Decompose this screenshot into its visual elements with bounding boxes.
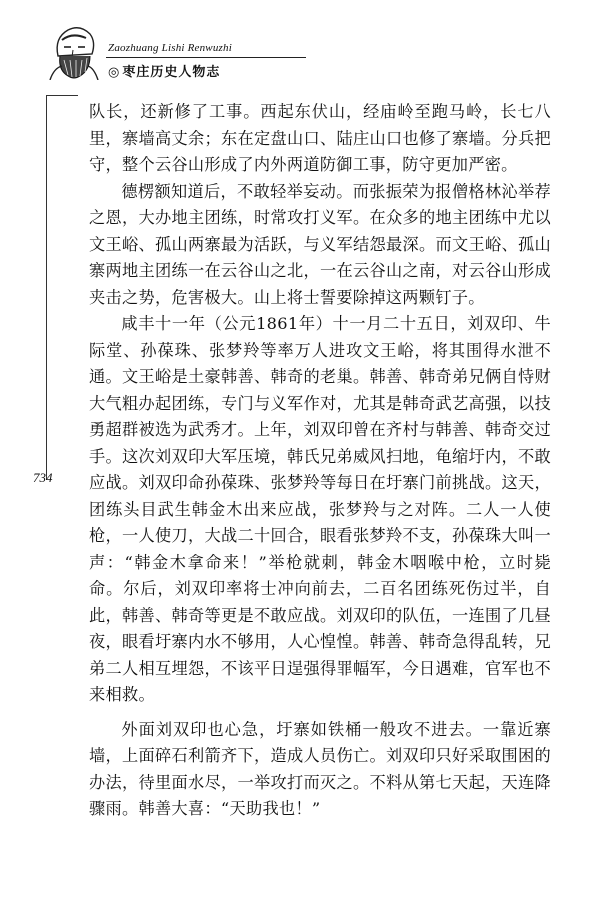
header-title-pinyin: Zaozhuang Lishi Renwuzhi (108, 42, 232, 54)
header-rule (106, 57, 306, 58)
body-text (89, 99, 551, 823)
margin-rule (46, 95, 47, 480)
paragraph: 外面刘双印也心急，圩寨如铁桶一般攻不进去。一靠近寨墙，上面碎石利箭齐下，造成人员伤亡。刘双印只好采取围困的办法，待里面水尽，一举攻打而灭之。不料从第七天起，天连降骤雨。韩善大喜：“天助我也！” (89, 719, 551, 818)
header-title-text: 枣庄历史人物志 (122, 65, 221, 80)
paragraph: 德楞额知道后，不敢轻举妄动。而张振荣为报僧格林沁举荐之恩，大办地主团练，时常攻打义军。在众多的地主团练中尤以文王峪、孤山两寨最为活跃，与义军结怨最深。而文王峪、孤山寨两地主团练一在云谷山之北，一在云谷山之南，对云谷山形成夹击之势，危害极大。山上将士誓要除掉这两颗钉子。 (89, 181, 551, 307)
paragraph: 咸丰十一年（公元1861年）十一月二十五日，刘双印、牛际堂、孙葆珠、张梦羚等率万人进攻文王峪，将其围得水泄不通。文王峪是土豪韩善、韩奇的老巢。韩善、韩奇弟兄俩自恃财大气粗办起团练，专门与义军作对，尤其是韩奇武艺高强，以技勇超群被选为武秀才。上年，刘双印曾在齐村与韩善、韩奇交过手。这次刘双印大军压境，韩氏兄弟威风扫地，龟缩圩内，不敢应战。刘双印命孙葆珠、张梦羚等每日在圩寨门前挑战。这天，团练头目武生韩金木出来应战，张梦羚与之对阵。二人一人使枪，一人使刀，大战二十回合，眼看张梦羚不支，孙葆珠大叫一声：“韩金木拿命来！”举枪就刺，韩金木咽喉中枪，立时毙命。尔后，刘双印率将士冲向前去，二百名团练死伤过半，自此，韩善、韩奇等更是不敢应战。刘双印的队伍，一连围了几昼夜，眼看圩寨内水不够用，人心惶惶。韩善、韩奇急得乱转，兄弟二人相互埋怨，不该平日逞强得罪幅军，今日遇难，官军也不来相救。 (89, 314, 551, 704)
running-header (44, 20, 294, 82)
margin-rule-top (46, 95, 78, 96)
page-number: 734 (33, 470, 53, 485)
portrait-illustration (44, 20, 104, 80)
circle-mark-icon: ◎ (108, 65, 121, 80)
paragraph: 队长，还新修了工事。西起东伏山，经庙岭至跑马岭，长七八里，寨墙高丈余；东在定盘山口、陆庄山口也修了寨墙。分兵把守，整个云谷山形成了内外两道防御工事，防守更加严密。 (89, 102, 551, 174)
header-title-chinese (108, 61, 220, 80)
